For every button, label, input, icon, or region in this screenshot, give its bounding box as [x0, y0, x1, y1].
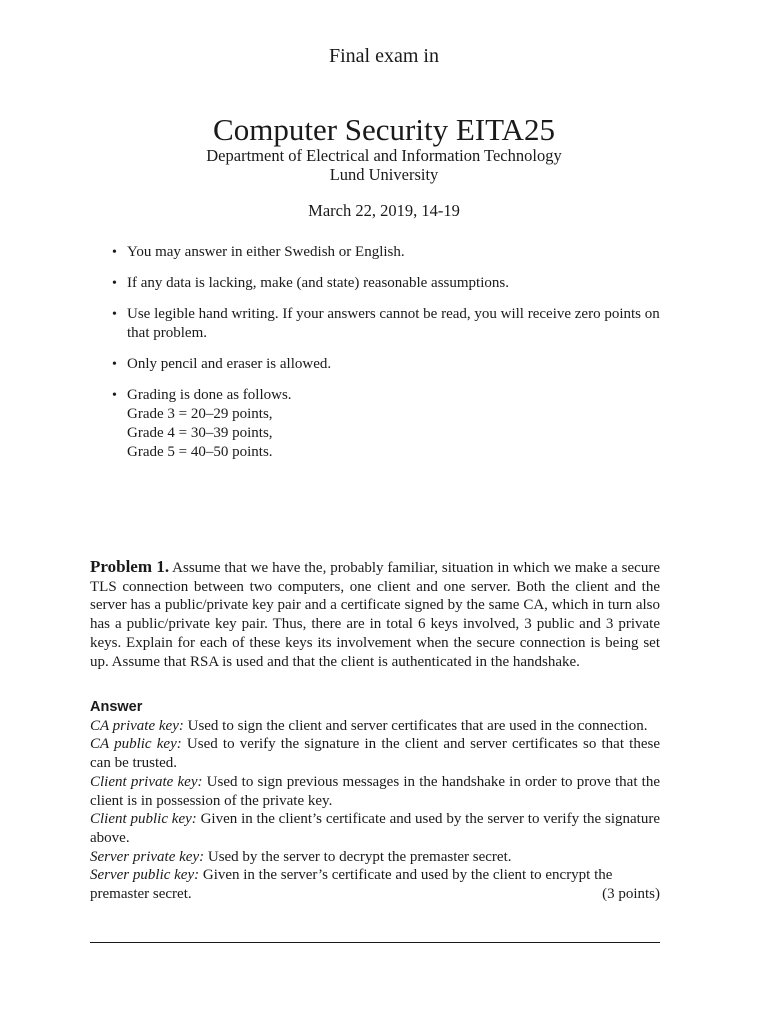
department-block — [0, 146, 768, 184]
university-name: Lund University — [329, 165, 439, 184]
course-title: Computer Security EITA25 — [213, 112, 555, 147]
answer-text: Used to sign previous messages in the handshake in order to prove that the client is in possession of the private key. — [90, 773, 661, 809]
points-label: (3 points) — [602, 886, 660, 903]
section-divider — [90, 942, 660, 943]
grading-intro: Grading is done as follows. — [127, 387, 292, 403]
answer-item — [90, 735, 660, 772]
instruction-item — [112, 243, 672, 262]
department-name: Department of Electrical and Information Technology — [206, 146, 562, 165]
instruction-text: Only pencil and eraser is allowed. — [127, 356, 332, 372]
answer-key-label: CA private key: — [90, 717, 184, 734]
answer-key-label: Server public key: — [90, 867, 200, 884]
answer-key-label: Client public key: — [90, 811, 197, 828]
answer-text: Used to verify the signature in the client and server certificates so that these can be trusted. — [90, 736, 661, 772]
bullet-icon: • — [112, 357, 117, 372]
answer-text: Used by the server to decrypt the premaster secret. — [207, 848, 512, 865]
instruction-text: You may answer in either Swedish or English. — [127, 244, 405, 260]
answer-key-label: Server private key: — [90, 848, 205, 865]
answer-item — [90, 848, 660, 867]
instruction-item — [112, 274, 672, 293]
grade-line: Grade 4 = 30–39 points, — [127, 425, 273, 441]
answer-item — [90, 810, 660, 847]
exam-date: March 22, 2019, 14-19 — [308, 201, 460, 220]
answer-text: Used to sign the client and server certificates that are used in the connection. — [187, 717, 648, 734]
answer-block — [90, 698, 660, 904]
instruction-item — [112, 355, 672, 374]
answer-text: Given in the server’s certificate and used by the client to encrypt the — [202, 867, 613, 884]
instruction-item-grading — [112, 386, 672, 462]
bullet-icon: • — [112, 245, 117, 260]
answer-key-label: CA public key: — [90, 736, 182, 753]
instruction-text: If any data is lacking, make (and state) reasonable assumptions. — [127, 275, 509, 291]
answer-item — [90, 866, 660, 885]
answer-item — [90, 717, 660, 736]
answer-key-label: Client private key: — [90, 773, 203, 790]
bullet-icon: • — [112, 307, 117, 322]
instruction-item — [112, 305, 672, 343]
answer-item — [90, 773, 660, 810]
bullet-icon: • — [112, 388, 117, 403]
answer-text-end: premaster secret. — [90, 886, 192, 903]
problem-1 — [90, 558, 660, 671]
problem-text: Assume that we have the, probably familiar, situation in which we make a secure TLS connection between two computers, one client and one server. Both the client and the server has a public/private key pair and a certificate signed by the same CA, which in turn also has a public/private key pair. Thus, there are in total 6 keys involved, 3 public and 3 private keys. Explain for each of these keys its involvement when the secure connection is being set up. Assume that RSA is used and that the client is authenticated in the handshake. — [90, 560, 660, 670]
answer-text: Given in the client’s certificate and used by the server to verify the signature above. — [90, 811, 661, 846]
instruction-text: Use legible hand writing. If your answers cannot be read, you will receive zero points on that problem. — [127, 306, 660, 341]
answer-heading: Answer — [90, 699, 143, 715]
answer-last-line — [90, 885, 660, 904]
grade-line: Grade 5 = 40–50 points. — [127, 444, 273, 460]
instructions-list — [112, 243, 672, 474]
bullet-icon: • — [112, 276, 117, 291]
grade-line: Grade 3 = 20–29 points, — [127, 406, 273, 422]
problem-heading: Problem 1. — [90, 557, 170, 576]
pre-title: Final exam in — [329, 45, 439, 67]
